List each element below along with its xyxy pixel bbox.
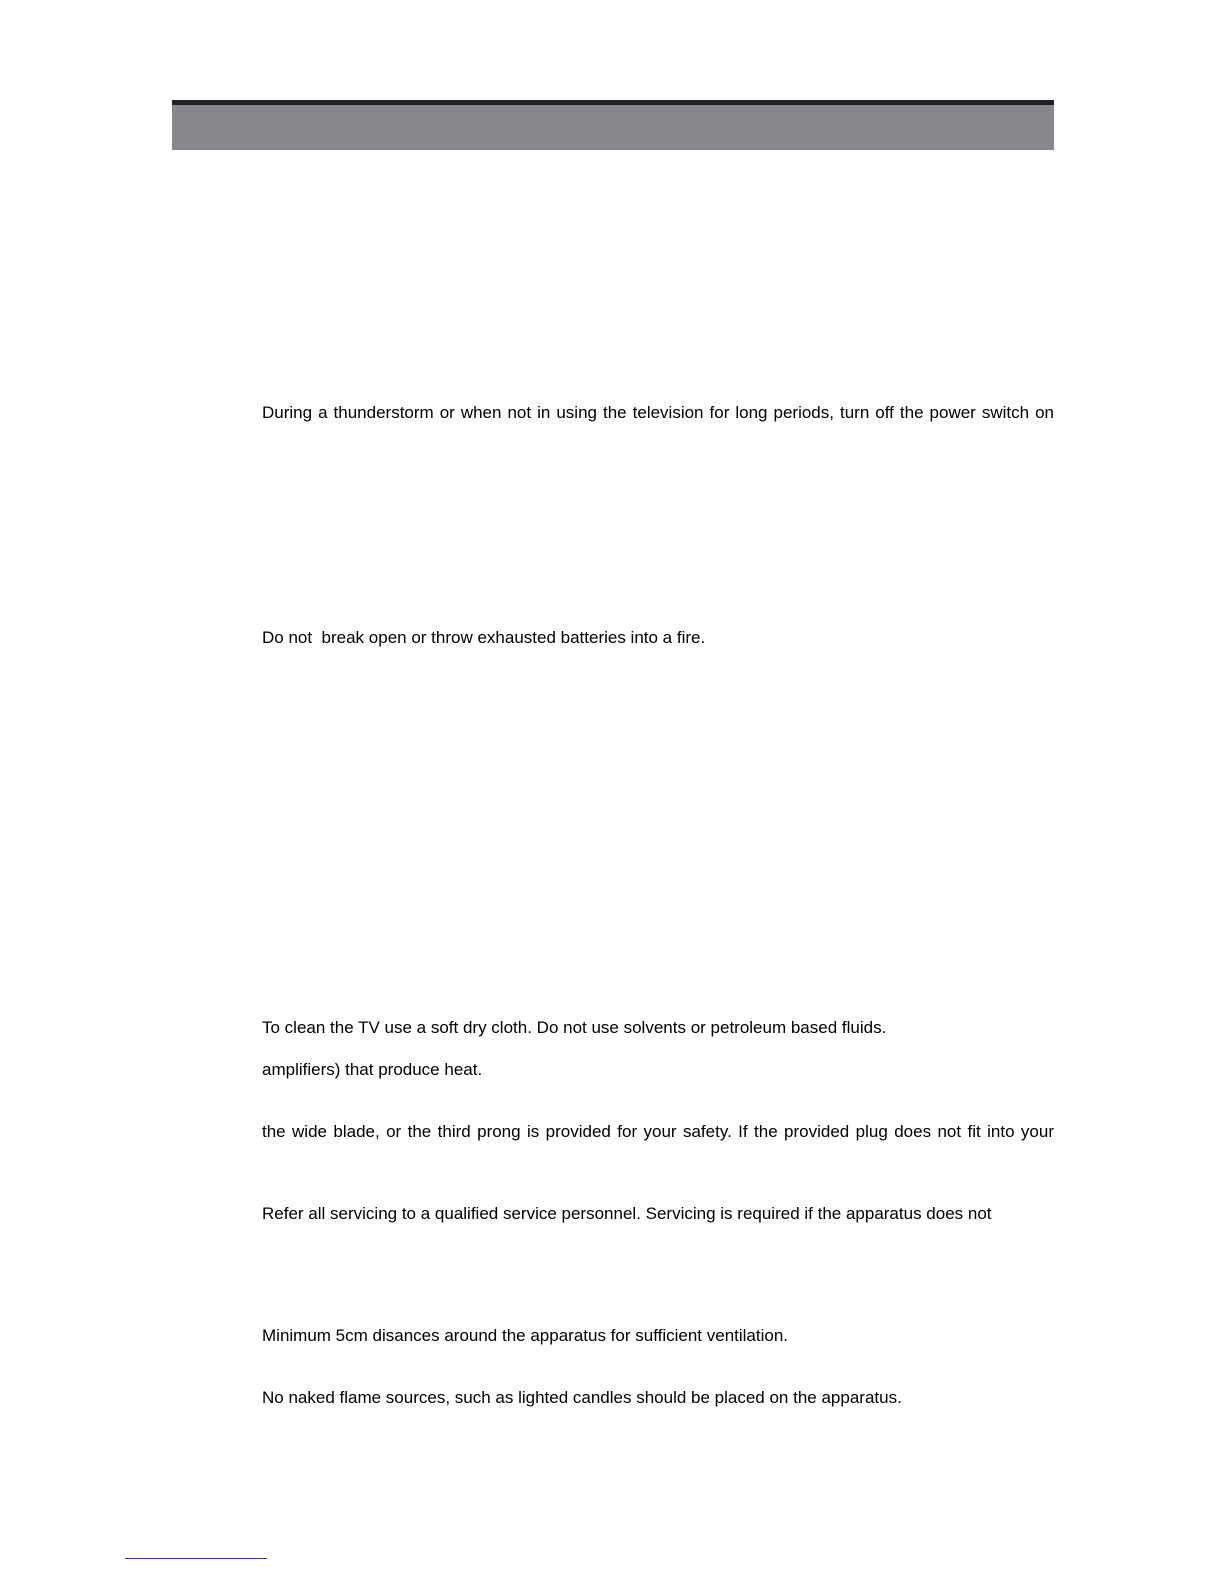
section-header-bar <box>172 100 1054 150</box>
text-line-amplifiers: amplifiers) that produce heat. <box>262 1060 483 1079</box>
text-line-servicing: Refer all servicing to a qualified service personnel. Servicing is required if the apparatus does not <box>262 1204 992 1223</box>
text-line-cleaning: To clean the TV use a soft dry cloth. Do not use solvents or petroleum based fluids. <box>262 1018 887 1037</box>
text-line-batteries: Do not break open or throw exhausted batteries into a fire. <box>262 628 706 647</box>
text-line-thunderstorm: During a thunderstorm or when not in using the television for long periods, turn off the power switch on <box>262 403 1054 422</box>
text-line-plug: the wide blade, or the third prong is provided for your safety. If the provided plug does not fit into your <box>262 1122 1054 1141</box>
text-line-ventilation: Minimum 5cm disances around the apparatus for sufficient ventilation. <box>262 1326 789 1345</box>
text-line-flame: No naked flame sources, such as lighted candles should be placed on the apparatus. <box>262 1388 902 1407</box>
footnote-rule <box>125 1558 267 1559</box>
